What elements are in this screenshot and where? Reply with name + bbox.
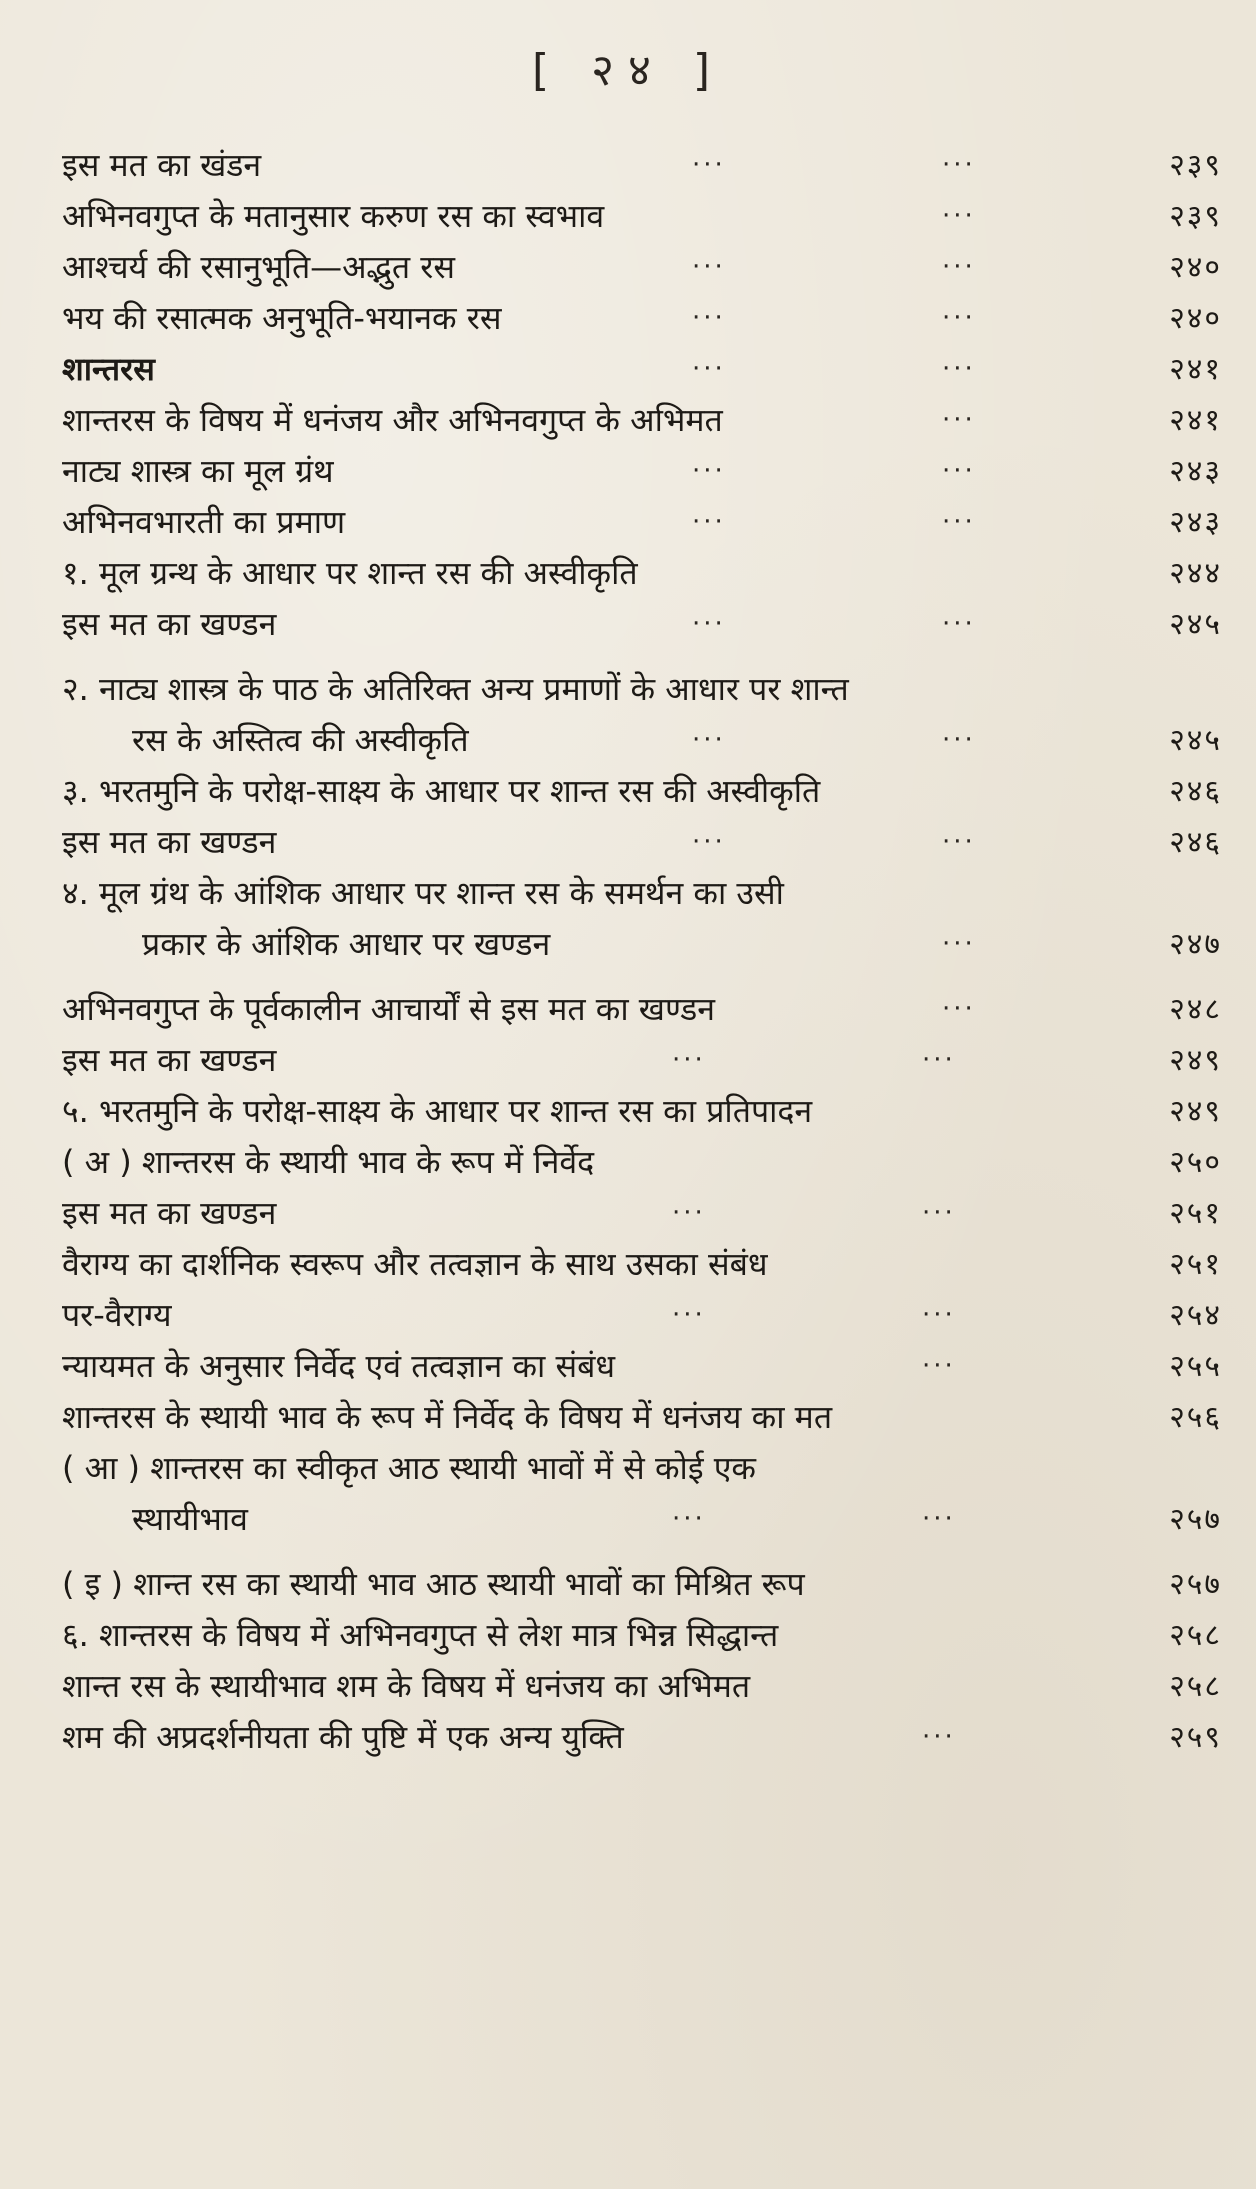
toc-entry-title: शान्त रस के स्थायीभाव शम के विषय में धनंजय का अभिमत <box>62 1667 751 1705</box>
table-of-contents <box>62 140 1222 1763</box>
toc-entry-title: अभिनवगुप्त के मतानुसार करुण रस का स्वभाव <box>62 197 605 235</box>
toc-entry-title-line1: २. नाट्य शास्त्र के पाठ के अतिरिक्त अन्य प्रमाणों के आधार पर शान्त <box>62 670 849 708</box>
toc-page-number: २५१ <box>1169 1247 1222 1282</box>
toc-entry-title: इस मत का खण्डन <box>62 605 277 643</box>
toc-entry <box>62 984 1222 1035</box>
toc-page-number: २३९ <box>1169 199 1222 234</box>
toc-entry <box>62 446 1222 497</box>
toc-entry-title: इस मत का खण्डन <box>62 823 277 861</box>
toc-entry-title-line2: प्रकार के आंशिक आधार पर खण्डन <box>142 925 551 963</box>
toc-entry <box>62 140 1222 191</box>
toc-entry <box>62 1443 1222 1545</box>
toc-page-number: २५७ <box>1169 1502 1222 1537</box>
toc-entry <box>62 497 1222 548</box>
toc-page-number: २३९ <box>1169 148 1222 183</box>
leader-dots: ··· <box>672 1300 706 1330</box>
toc-entry-title: ( अ ) शान्तरस के स्थायी भाव के रूप में निर्वेद <box>62 1143 595 1181</box>
toc-page-number: २५४ <box>1169 1298 1222 1333</box>
toc-entry <box>62 1712 1222 1763</box>
toc-entry-title: ३. भरतमुनि के परोक्ष-साक्ष्य के आधार पर शान्त रस की अस्वीकृति <box>62 772 821 810</box>
toc-entry <box>62 1661 1222 1712</box>
leader-dots: ··· <box>942 609 976 639</box>
toc-page-number: २५१ <box>1169 1196 1222 1231</box>
toc-page-number: २४० <box>1169 301 1222 336</box>
toc-entry <box>62 817 1222 868</box>
toc-entry-title: भय की रसात्मक अनुभूति-भयानक रस <box>62 299 502 337</box>
leader-dots: ··· <box>922 1198 956 1228</box>
toc-page-number: २४४ <box>1169 556 1222 591</box>
toc-entry <box>62 293 1222 344</box>
leader-dots: ··· <box>692 725 726 755</box>
toc-entry-title: १. मूल ग्रन्थ के आधार पर शान्त रस की अस्वीकृति <box>62 554 638 592</box>
toc-entry-title: शम की अप्रदर्शनीयता की पुष्टि में एक अन्य युक्ति <box>62 1718 624 1756</box>
leader-dots: ··· <box>692 609 726 639</box>
toc-entry-title: इस मत का खण्डन <box>62 1041 277 1079</box>
toc-entry-title: पर-वैराग्य <box>62 1296 172 1334</box>
toc-page-number: २५६ <box>1169 1400 1222 1435</box>
toc-page-number: २५७ <box>1169 1567 1222 1602</box>
leader-dots: ··· <box>692 827 726 857</box>
toc-page-number: २४१ <box>1169 403 1222 438</box>
toc-entry-title: ५. भरतमुनि के परोक्ष-साक्ष्य के आधार पर शान्त रस का प्रतिपादन <box>62 1092 813 1130</box>
toc-entry <box>62 344 1222 395</box>
leader-dots: ··· <box>942 201 976 231</box>
toc-entry-title: अभिनवगुप्त के पूर्वकालीन आचार्यों से इस मत का खण्डन <box>62 990 716 1028</box>
leader-dots: ··· <box>692 507 726 537</box>
toc-entry-title-line2: स्थायीभाव <box>132 1500 248 1538</box>
leader-dots: ··· <box>942 252 976 282</box>
page-number: [ २४ ] <box>531 45 725 96</box>
toc-entry <box>62 1392 1222 1443</box>
leader-dots: ··· <box>692 303 726 333</box>
toc-entry <box>62 1188 1222 1239</box>
leader-dots: ··· <box>922 1045 956 1075</box>
leader-dots: ··· <box>672 1045 706 1075</box>
toc-page-number: २४८ <box>1169 992 1222 1027</box>
toc-entry <box>62 1610 1222 1661</box>
toc-entry <box>62 191 1222 242</box>
toc-entry <box>62 548 1222 599</box>
leader-dots: ··· <box>922 1504 956 1534</box>
toc-entry-title: अभिनवभारती का प्रमाण <box>62 503 346 541</box>
toc-page-number: २५० <box>1169 1145 1222 1180</box>
toc-entry-title: शान्तरस के स्थायी भाव के रूप में निर्वेद के विषय में धनंजय का मत <box>62 1398 833 1436</box>
toc-entry <box>62 1035 1222 1086</box>
toc-entry-title-line1: ( आ ) शान्तरस का स्वीकृत आठ स्थायी भावों में से कोई एक <box>62 1449 756 1487</box>
leader-dots: ··· <box>942 827 976 857</box>
toc-entry-title-line1: ४. मूल ग्रंथ के आंशिक आधार पर शान्त रस के समर्थन का उसी <box>62 874 784 912</box>
toc-page-number: २५८ <box>1169 1669 1222 1704</box>
toc-entry <box>62 766 1222 817</box>
leader-dots: ··· <box>942 929 976 959</box>
toc-page-number: २४३ <box>1169 454 1222 489</box>
leader-dots: ··· <box>942 994 976 1024</box>
toc-page-number: २४५ <box>1169 607 1222 642</box>
leader-dots: ··· <box>942 354 976 384</box>
leader-dots: ··· <box>692 456 726 486</box>
leader-dots: ··· <box>942 725 976 755</box>
toc-entry <box>62 1086 1222 1137</box>
leader-dots: ··· <box>942 456 976 486</box>
toc-entry-title: न्यायमत के अनुसार निर्वेद एवं तत्वज्ञान का संबंध <box>62 1347 616 1385</box>
leader-dots: ··· <box>922 1351 956 1381</box>
toc-entry-title: ( इ ) शान्त रस का स्थायी भाव आठ स्थायी भावों का मिश्रित रूप <box>62 1565 805 1603</box>
toc-entry <box>62 1137 1222 1188</box>
leader-dots: ··· <box>692 252 726 282</box>
toc-entry <box>62 1239 1222 1290</box>
toc-entry <box>62 1559 1222 1610</box>
toc-entry <box>62 664 1222 766</box>
toc-entry-title: ६. शान्तरस के विषय में अभिनवगुप्त से लेश मात्र भिन्न सिद्धान्त <box>62 1616 779 1654</box>
leader-dots: ··· <box>672 1504 706 1534</box>
toc-entry-title: वैराग्य का दार्शनिक स्वरूप और तत्वज्ञान के साथ उसका संबंध <box>62 1245 768 1283</box>
toc-page-number: २४१ <box>1169 352 1222 387</box>
toc-entry <box>62 1341 1222 1392</box>
toc-page-number: २४६ <box>1169 825 1222 860</box>
toc-page-number: २५८ <box>1169 1618 1222 1653</box>
leader-dots: ··· <box>922 1722 956 1752</box>
leader-dots: ··· <box>942 303 976 333</box>
toc-page-number: २५५ <box>1169 1349 1222 1384</box>
leader-dots: ··· <box>922 1300 956 1330</box>
toc-entry <box>62 599 1222 650</box>
leader-dots: ··· <box>692 150 726 180</box>
toc-page-number: २४७ <box>1169 927 1222 962</box>
leader-dots: ··· <box>942 150 976 180</box>
leader-dots: ··· <box>692 354 726 384</box>
toc-entry <box>62 395 1222 446</box>
toc-entry <box>62 242 1222 293</box>
toc-page-number: २५९ <box>1169 1720 1222 1755</box>
toc-entry-title: शान्तरस <box>62 350 155 388</box>
toc-entry-title: इस मत का खण्डन <box>62 1194 277 1232</box>
toc-page-number: २४६ <box>1169 774 1222 809</box>
leader-dots: ··· <box>672 1198 706 1228</box>
leader-dots: ··· <box>942 405 976 435</box>
toc-page-number: २४५ <box>1169 723 1222 758</box>
toc-page-number: २४३ <box>1169 505 1222 540</box>
toc-entry <box>62 1290 1222 1341</box>
toc-entry-title: नाट्य शास्त्र का मूल ग्रंथ <box>62 452 334 490</box>
toc-entry-title: शान्तरस के विषय में धनंजय और अभिनवगुप्त के अभिमत <box>62 401 723 439</box>
toc-page-number: २४० <box>1169 250 1222 285</box>
toc-entry-title: आश्चर्य की रसानुभूति—अद्भुत रस <box>62 248 456 286</box>
toc-page-number: २४९ <box>1169 1043 1222 1078</box>
toc-page-number: २४९ <box>1169 1094 1222 1129</box>
toc-entry-title: इस मत का खंडन <box>62 146 262 184</box>
toc-entry-title-line2: रस के अस्तित्व की अस्वीकृति <box>132 721 469 759</box>
leader-dots: ··· <box>942 507 976 537</box>
toc-entry <box>62 868 1222 970</box>
